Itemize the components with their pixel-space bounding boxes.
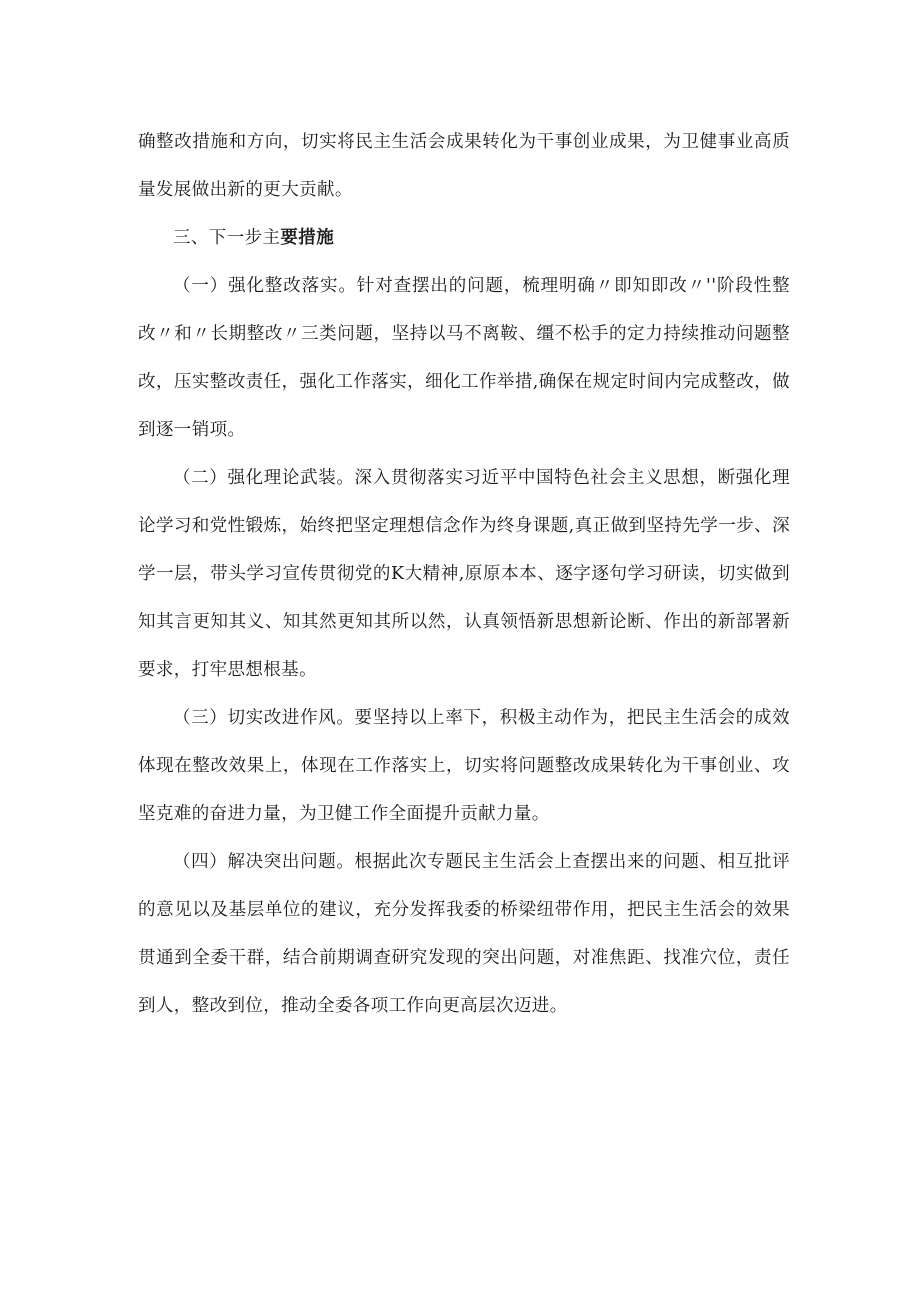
section-heading: [138, 214, 790, 262]
section-heading-emphasis: 要措施: [280, 228, 335, 248]
paragraph-2: （二）强化理论武装。深入贯彻落实习近平中国特色社会主义思想，断强化理论学习和党性锻炼，始终把坚定理想信念作为终身课题,真正做到坚持先学一步、深学一层，带头学习宣传贯彻党的K大精神,原原本本、逐字逐句学习研读，切实做到知其言更知其义、知其然更知其所以然，认真领悟新思想新论断、作出的新部署新要求，打牢思想根基。: [138, 468, 790, 680]
continuation-paragraph: 确整改措施和方向，切实将民主生活会成果转化为干事创业成果，为卫健事业高质量发展做出新的更大贡献。: [138, 132, 790, 200]
paragraph-1: （一）强化整改落实。针对查摆出的问题，梳理明确〃即知即改〃''阶段性整改〃和〃长期整改〃三类问题，坚持以马不离鞍、缰不松手的定力持续推动问题整改，压实整改责任，强化工作落实，细化工作举措,确保在规定时间内完成整改，做到逐一销项。: [138, 276, 790, 440]
section-heading-prefix: 三、下一步主: [173, 228, 281, 248]
paragraph-3: （三）切实改进作风。要坚持以上率下，积极主动作为，把民主生活会的成效体现在整改效果上，体现在工作落实上，切实将问题整改成果转化为干事创业、攻坚克难的奋进力量，为卫健工作全面提升贡献力量。: [138, 708, 790, 824]
paragraph-4: （四）解决突出问题。根据此次专题民主生活会上查摆出来的问题、相互批评的意见以及基层单位的建议，充分发挥我委的桥梁纽带作用，把民主生活会的效果贯通到全委干群，结合前期调查研究发现的突出问题，对准焦距、找准穴位，责任到人，整改到位，推动全委各项工作向更高层次迈进。: [138, 852, 790, 1016]
document-body: [138, 118, 790, 1030]
